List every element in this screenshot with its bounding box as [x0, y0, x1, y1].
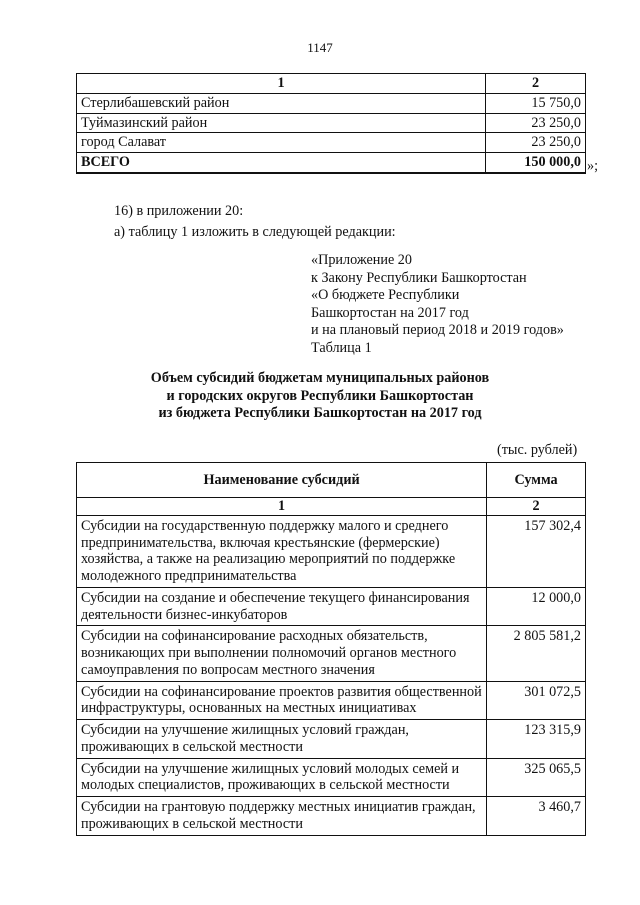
subsidy-sum: 325 065,5: [487, 758, 586, 797]
page-number: 1147: [307, 40, 333, 55]
table-row: [77, 797, 586, 836]
appendix-line: Башкортостан на 2017 год: [311, 304, 469, 321]
subsidy-name: Субсидии на софинансирование расходных обязательств, возникающих при выполнении полномочий органов местного самоуправления по вопросам местного значения: [77, 626, 487, 681]
subsidy-name: Субсидии на софинансирование проектов развития общественной инфраструктуры, основанных на местных инициативах: [77, 681, 487, 720]
subsidy-name: Субсидии на улучшение жилищных условий молодых семей и молодых специалистов, проживающих в сельской местности: [77, 758, 487, 797]
region-value: 15 750,0: [486, 93, 586, 113]
col-num-2: 2: [487, 498, 586, 516]
subsidy-sum: 123 315,9: [487, 720, 586, 759]
region-value: 23 250,0: [486, 133, 586, 153]
appendix-line: «Приложение 20: [311, 252, 412, 268]
col-header-sum: Сумма: [487, 463, 586, 498]
top-table-col2-num: 2: [486, 74, 586, 94]
subsidy-name: Субсидии на создание и обеспечение текущего финансирования деятельности бизнес-инкубаторов: [77, 587, 487, 626]
table-row: [77, 113, 586, 133]
region-name: Туймазинский район: [77, 113, 486, 133]
table-row: [77, 720, 586, 759]
subsidy-sum: 3 460,7: [487, 797, 586, 836]
region-name: Стерлибашевский район: [77, 93, 486, 113]
appendix-line: Таблица 1: [311, 340, 372, 357]
subsidies-table: [76, 462, 586, 836]
total-label: ВСЕГО: [77, 153, 486, 173]
table-row: [77, 515, 586, 587]
table-row: [77, 133, 586, 153]
subsidy-name: Субсидии на грантовую поддержку местных инициатив граждан, проживающих в сельской местности: [77, 797, 487, 836]
top-table: [76, 73, 586, 174]
subsidy-name: Субсидии на улучшение жилищных условий граждан, проживающих в сельской местности: [77, 720, 487, 759]
subsidy-sum: 301 072,5: [487, 681, 586, 720]
region-value: 23 250,0: [486, 113, 586, 133]
appendix-header: [311, 252, 564, 358]
col-num-1: 1: [77, 498, 487, 516]
table-title: [0, 370, 640, 423]
col-header-name: Наименование субсидий: [77, 463, 487, 498]
title-line: Объем субсидий бюджетам муниципальных районов: [150, 370, 490, 386]
units-label: (тыс. рублей): [497, 442, 578, 458]
table-row: [77, 626, 586, 681]
table-row: [77, 758, 586, 797]
subsidy-sum: 12 000,0: [487, 587, 586, 626]
table-row: [77, 93, 586, 113]
title-line: из бюджета Республики Башкортостан на 2017 год: [158, 405, 482, 422]
paragraph-16: 16) в приложении 20:: [114, 203, 244, 219]
table-row: [77, 681, 586, 720]
closing-quote: »;: [587, 158, 599, 174]
appendix-line: «О бюджете Республики: [311, 287, 460, 304]
appendix-line: и на плановый период 2018 и 2019 годов»: [311, 322, 564, 339]
top-table-header: [77, 74, 586, 94]
column-numbers: [77, 498, 586, 516]
subsidies-table-header: [77, 463, 586, 498]
paragraph-a: а) таблицу 1 изложить в следующей редакции:: [114, 224, 396, 240]
region-name: город Салават: [77, 133, 486, 153]
top-table-col1-num: 1: [77, 74, 486, 94]
total-row: [77, 153, 586, 173]
subsidy-name: Субсидии на государственную поддержку малого и среднего предпринимательства, включая крестьянские (фермерские) хозяйства, а также на реализацию мероприятий по поддержке молодежного предпринимательства: [77, 515, 487, 587]
subsidy-sum: 2 805 581,2: [487, 626, 586, 681]
title-line: и городских округов Республики Башкортостан: [166, 387, 474, 404]
appendix-line: к Закону Республики Башкортостан: [311, 269, 527, 286]
table-row: [77, 587, 586, 626]
subsidy-sum: 157 302,4: [487, 515, 586, 587]
total-value: 150 000,0: [486, 153, 586, 173]
